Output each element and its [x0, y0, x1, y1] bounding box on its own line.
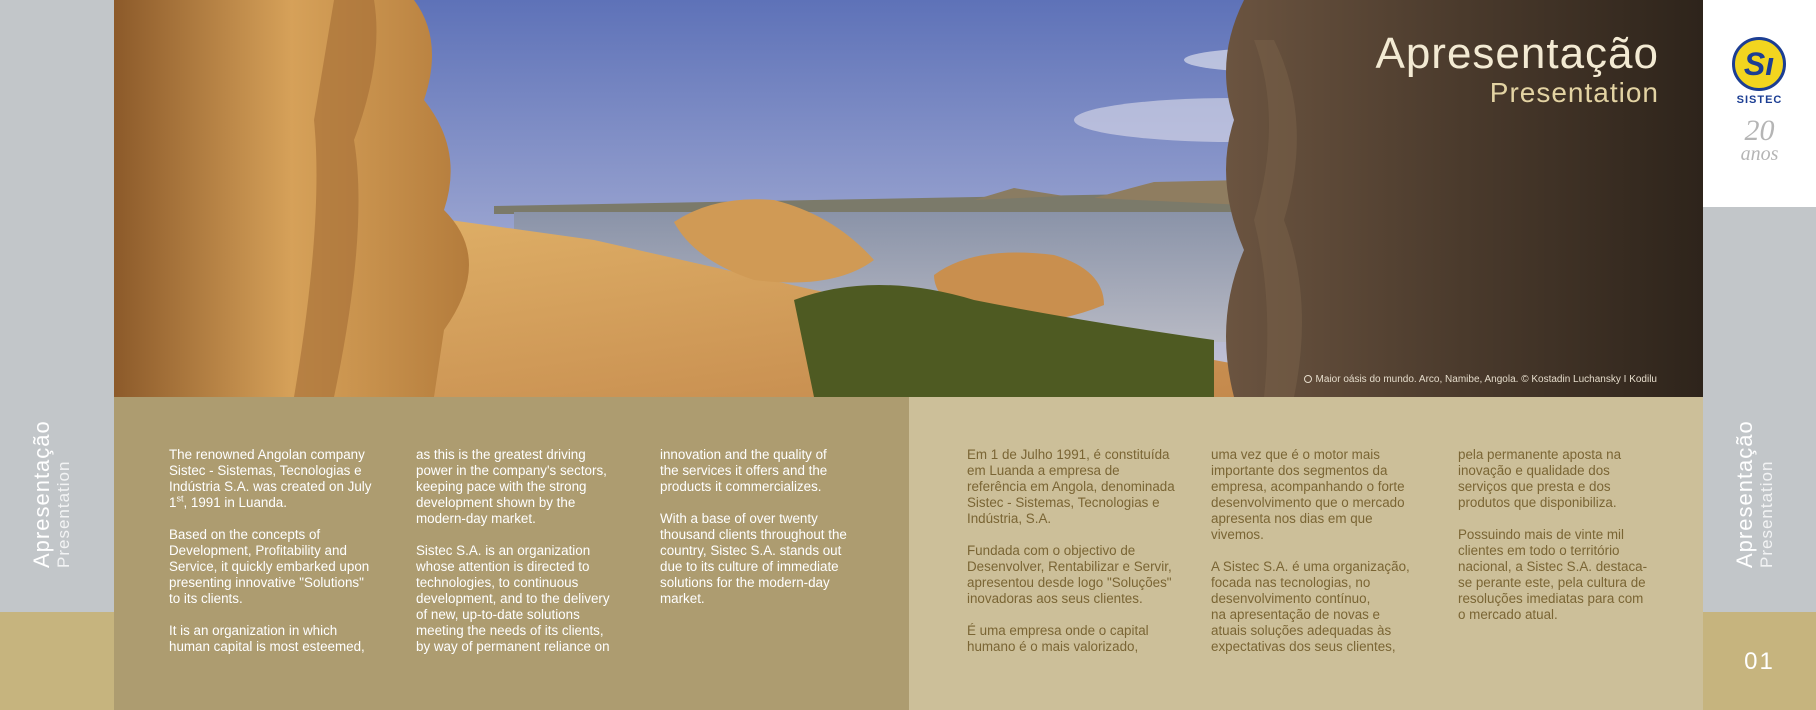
- english-paragraph: as this is the greatest driving power in the company's sectors, keeping pace with the strong development shown by the modern-day market.: [416, 447, 607, 526]
- english-column-2: [416, 447, 626, 671]
- anniversary-number: 20: [1744, 114, 1775, 147]
- hero-title-block: [1375, 30, 1659, 108]
- logo-brand-name: SISTEC: [1736, 94, 1783, 106]
- portuguese-column-3: [1458, 447, 1668, 639]
- english-column-1: [169, 447, 379, 671]
- portuguese-paragraph: Em 1 de Julho 1991, é constituída em Luanda a empresa de referência em Angola, denominada Sistec - Sistemas, Tecnologias e Indústria, S.A.: [967, 447, 1175, 526]
- left-vertical-label-secondary: Presentation: [54, 460, 73, 568]
- right-vertical-label: [1733, 408, 1793, 568]
- english-paragraph: [169, 447, 379, 511]
- hero-title: Apresentação: [1375, 29, 1659, 78]
- sistec-logo-icon: Sı: [1732, 37, 1786, 91]
- portuguese-paragraph: A Sistec S.A. é uma organização, focada nas tecnologias, no desenvolvimento contínuo, na apresentação de novas e atuais soluções adequadas às expectativas dos seus clientes,: [1211, 559, 1410, 654]
- logo-box: [1703, 0, 1816, 207]
- english-paragraph: With a base of over twenty thousand clients throughout the country, Sistec S.A. stands out due to its culture of immediate solutions for the modern-day market.: [660, 511, 847, 606]
- photo-caption-text: Maior oásis do mundo. Arco, Namibe, Angola. © Kostadin Luchansky I Kodilu: [1315, 374, 1657, 385]
- english-text-panel: [114, 397, 909, 710]
- left-gold-block: [0, 612, 114, 710]
- right-vertical-label-secondary: Presentation: [1757, 460, 1776, 568]
- english-paragraph: innovation and the quality of the services it offers and the products it commercializes.: [660, 447, 828, 494]
- right-vertical-label-primary: Apresentação: [1732, 420, 1757, 568]
- hero-photo: [114, 0, 1703, 397]
- left-vertical-label-primary: Apresentação: [29, 420, 54, 568]
- english-paragraph-text: The renowned Angolan company Sistec - Sistemas, Tecnologias e Indústria S.A. was created on July 1: [169, 447, 372, 510]
- left-side-band: [0, 0, 114, 710]
- anniversary-mark: [1703, 114, 1816, 165]
- english-paragraph-text: , 1991 in Luanda.: [183, 495, 287, 510]
- portuguese-paragraph: pela permanente aposta na inovação e qualidade dos serviços que presta e dos produtos que disponibiliza.: [1458, 447, 1622, 510]
- photo-caption: [1304, 374, 1657, 385]
- ordinal-suffix: st: [176, 493, 184, 504]
- portuguese-paragraph: Fundada com o objectivo de Desenvolver, Rentabilizar e Servir, apresentou desde logo "Soluções" inovadoras aos seus clientes.: [967, 543, 1172, 606]
- portuguese-paragraph: Possuindo mais de vinte mil clientes em todo o território nacional, a Sistec S.A. destaca- se perante este, pela cultura de resoluções imediatas para com o mercado atual.: [1458, 527, 1648, 622]
- portuguese-paragraph: É uma empresa onde o capital humano é o mais valorizado,: [967, 623, 1149, 654]
- portuguese-column-1: [967, 447, 1177, 671]
- left-vertical-label: [30, 408, 90, 568]
- english-column-3: [660, 447, 870, 623]
- anniversary-word: anos: [1740, 143, 1779, 165]
- hero-subtitle: Presentation: [1489, 77, 1659, 108]
- portuguese-column-2: [1211, 447, 1421, 671]
- location-pin-icon: [1304, 375, 1312, 383]
- page-number: 01: [1744, 648, 1775, 675]
- english-paragraph: Sistec S.A. is an organization whose attention is directed to technologies, to continuous development, and to the delivery of new, up-to-date solutions meeting the needs of its clients, by way of permanent reliance on: [416, 543, 610, 654]
- portuguese-text-panel: [909, 397, 1703, 710]
- english-paragraph: Based on the concepts of Development, Profitability and Service, it quickly embarked upon presenting innovative "Solutions" to its clients.: [169, 527, 370, 606]
- portuguese-paragraph: uma vez que é o motor mais importante dos segmentos da empresa, acompanhando o forte desenvolvimento que o mercado apresenta nos dias em que vivemos.: [1211, 447, 1405, 542]
- english-paragraph: It is an organization in which human capital is most esteemed,: [169, 623, 365, 654]
